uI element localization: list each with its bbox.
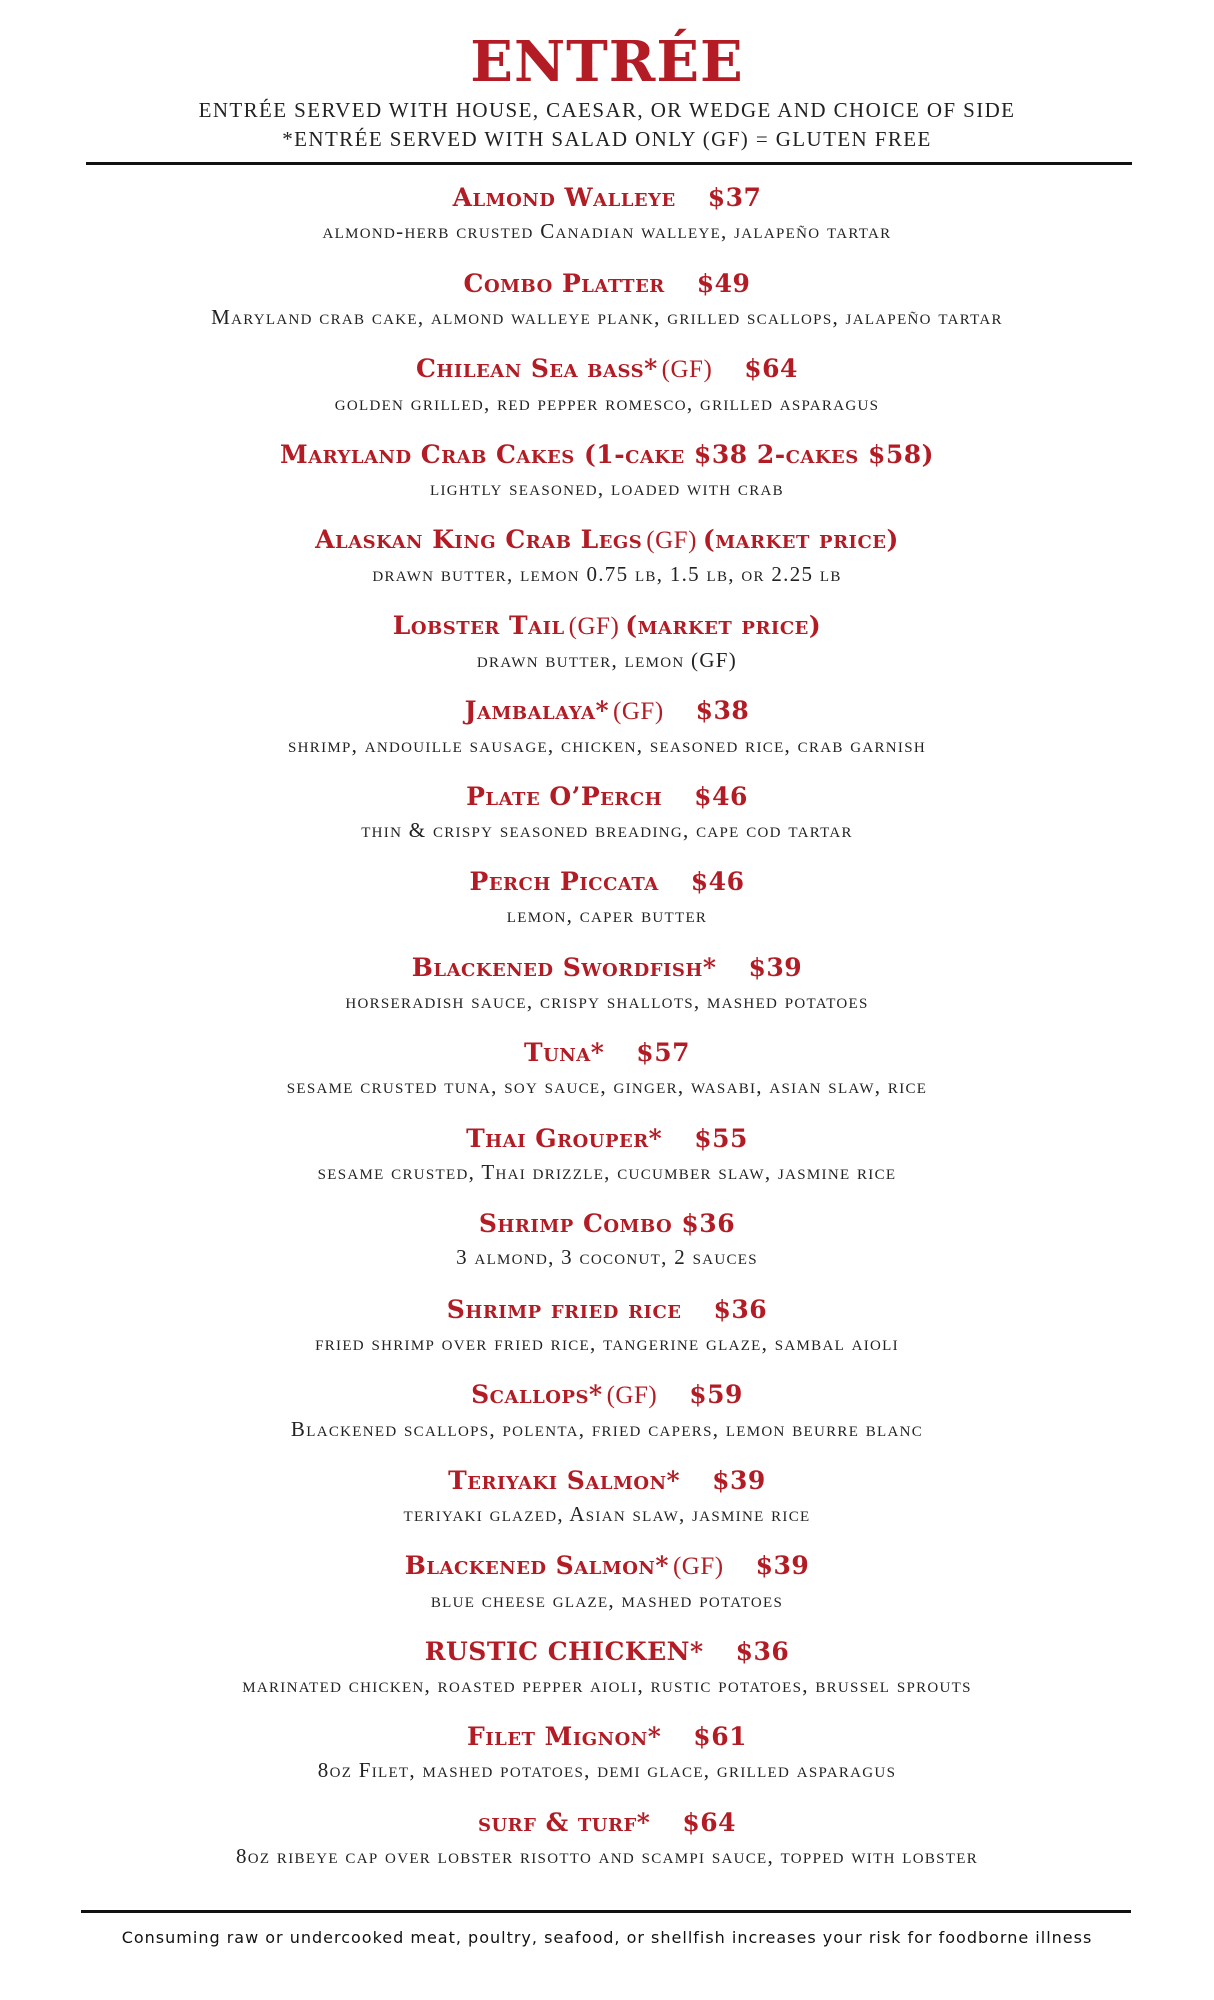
bottom-divider [81,1910,1131,1913]
menu-item [0,431,1214,517]
item-price: $64 [682,1807,736,1837]
item-price: $46 [690,867,745,896]
item-title [0,1634,1214,1670]
menu-item [0,174,1214,260]
item-name: Perch Piccata [469,867,659,896]
item-description: 8oz ribeye cap over lobster risotto and scampi sauce, topped with lobster [235,1843,979,1868]
disclaimer: Consuming raw or undercooked meat, poultry, seafood, or shellfish increases your risk for foodborne illness [121,1928,1093,1947]
menu-item [0,1713,1214,1799]
item-title [0,1292,1214,1328]
item-name: Lobster Tail [392,610,565,640]
item-description: blue cheese glaze, mashed potatoes [430,1588,784,1612]
item-title [0,180,1214,216]
item-description: horseradish sauce, crispy shallots, mashed potatoes [345,988,869,1013]
subtitle-line-2: *ENTRÉE SERVED WITH SALAD ONLY (GF) = GLUTEN FREE [282,127,932,151]
menu-item [0,1457,1214,1543]
item-title [0,437,1214,473]
item-price: $39 [712,1465,766,1495]
gluten-free-tag: (GF) [646,527,697,554]
menu-header [0,28,1214,154]
item-title [0,779,1214,815]
item-description: thin & crispy seasoned breading, cape cod tartar [361,817,853,842]
item-name: Chilean Sea bass* [416,354,658,383]
item-title [0,1719,1214,1755]
menu-item [0,773,1214,859]
menu-item [0,1286,1214,1372]
item-price: $37 [707,183,762,212]
subtitle-line-1: ENTRÉE SERVED WITH HOUSE, CAESAR, OR WEDGE AND CHOICE OF SIDE [198,98,1016,122]
item-price: $46 [694,781,748,811]
item-name: Tuna* [524,1038,605,1067]
item-description: 8oz Filet, mashed potatoes, demi glace, grilled asparagus [317,1758,897,1782]
item-description: lightly seasoned, loaded with crab [430,475,784,500]
menu-item [0,345,1214,431]
item-price: $55 [694,1123,748,1153]
market-price-note: (market price) [702,525,899,554]
item-description: drawn butter, lemon 0.75 lb, 1.5 lb, or 2.25 lb [372,562,842,586]
gluten-free-tag: (GF) [661,356,713,383]
item-price: $61 [693,1722,747,1751]
menu-item [0,687,1214,773]
item-name: Filet Mignon* [467,1722,662,1751]
menu-item [0,1628,1214,1714]
item-name: Blackened Swordfish* [411,952,717,982]
menu-item [0,602,1214,688]
menu-item [0,944,1214,1030]
item-description: shrimp, andouille sausage, chicken, seasoned rice, crab garnish [287,733,927,757]
item-price: $59 [689,1380,743,1409]
item-price: $57 [636,1038,690,1067]
item-name: Thai Grouper* [466,1123,663,1153]
item-title [0,608,1214,645]
item-description: golden grilled, red pepper romesco, grilled asparagus [334,391,880,415]
gluten-free-tag: (GF) [606,1382,658,1409]
item-name: Shrimp fried rice [446,1294,682,1324]
top-divider [86,162,1132,165]
item-description: 3 almond, 3 coconut, 2 sauces [456,1245,758,1269]
item-title [0,950,1214,986]
item-price: $39 [755,1551,810,1580]
item-title [0,693,1214,730]
gluten-free-tag: (GF) [613,698,664,725]
item-price: $38 [695,696,750,725]
menu-item [0,260,1214,346]
item-title [0,1548,1214,1585]
menu-item [0,1799,1214,1885]
item-title [0,1377,1214,1414]
item-description: Blackened scallops, polenta, fried capers, lemon beurre blanc [290,1417,924,1441]
item-title [0,351,1214,388]
item-price: $49 [696,268,751,298]
item-title [0,864,1214,900]
item-title [0,1035,1214,1071]
item-title [0,522,1214,559]
item-description: marinated chicken, roasted pepper aioli, rustic potatoes, brussel sprouts [242,1672,972,1697]
menu-item [0,1200,1214,1286]
item-name: Scallops* [471,1380,603,1409]
item-title [0,266,1214,302]
item-name: Almond Walleye [452,183,676,212]
item-name: Maryland Crab Cakes (1-cake $38 2-cakes $58) [280,439,934,469]
item-price: $36 [735,1636,790,1666]
gluten-free-tag: (GF) [672,1553,724,1580]
item-name: Combo Platter [463,268,665,298]
item-name: Plate O’Perch [466,781,663,811]
page-title: ENTRÉE [470,29,744,95]
menu-item [0,1029,1214,1115]
menu-item [0,1371,1214,1457]
gluten-free-tag: (GF) [568,612,620,640]
item-description: sesame crusted tuna, soy sauce, ginger, wasabi, asian slaw, rice [286,1074,928,1098]
item-price: $36 [713,1294,768,1324]
item-description: fried shrimp over fried rice, tangerine glaze, sambal aioli [315,1330,899,1355]
item-title [0,1206,1214,1242]
menu-item [0,1542,1214,1628]
item-price: $64 [744,354,798,383]
item-description: drawn butter, lemon (GF) [476,647,738,672]
menu-item [0,858,1214,944]
item-description: Maryland crab cake, almond walleye plank, grilled scallops, jalapeño tartar [211,304,1003,329]
menu-item [0,1115,1214,1201]
item-name: Teriyaki Salmon* [448,1465,681,1495]
entree-list [0,174,1214,1884]
item-description: almond-herb crusted Canadian walleye, jalapeño tartar [322,219,892,243]
item-name: Shrimp Combo $36 [478,1209,736,1238]
item-price: $39 [748,952,803,982]
item-title [0,1463,1214,1499]
item-title [0,1805,1214,1841]
item-name: Alaskan King Crab Legs [315,525,643,554]
item-name: RUSTIC CHICKEN* [424,1636,704,1666]
item-name: Jambalaya* [464,696,610,725]
item-name: Blackened Salmon* [404,1551,669,1580]
item-title [0,1121,1214,1157]
item-description: lemon, caper butter [506,903,708,927]
item-name: surf & turf* [477,1807,651,1837]
market-price-note: (market price) [625,610,822,640]
item-description: sesame crusted, Thai drizzle, cucumber slaw, jasmine rice [317,1159,897,1184]
item-description: teriyaki glazed, Asian slaw, jasmine rice [403,1501,811,1526]
menu-item [0,516,1214,602]
